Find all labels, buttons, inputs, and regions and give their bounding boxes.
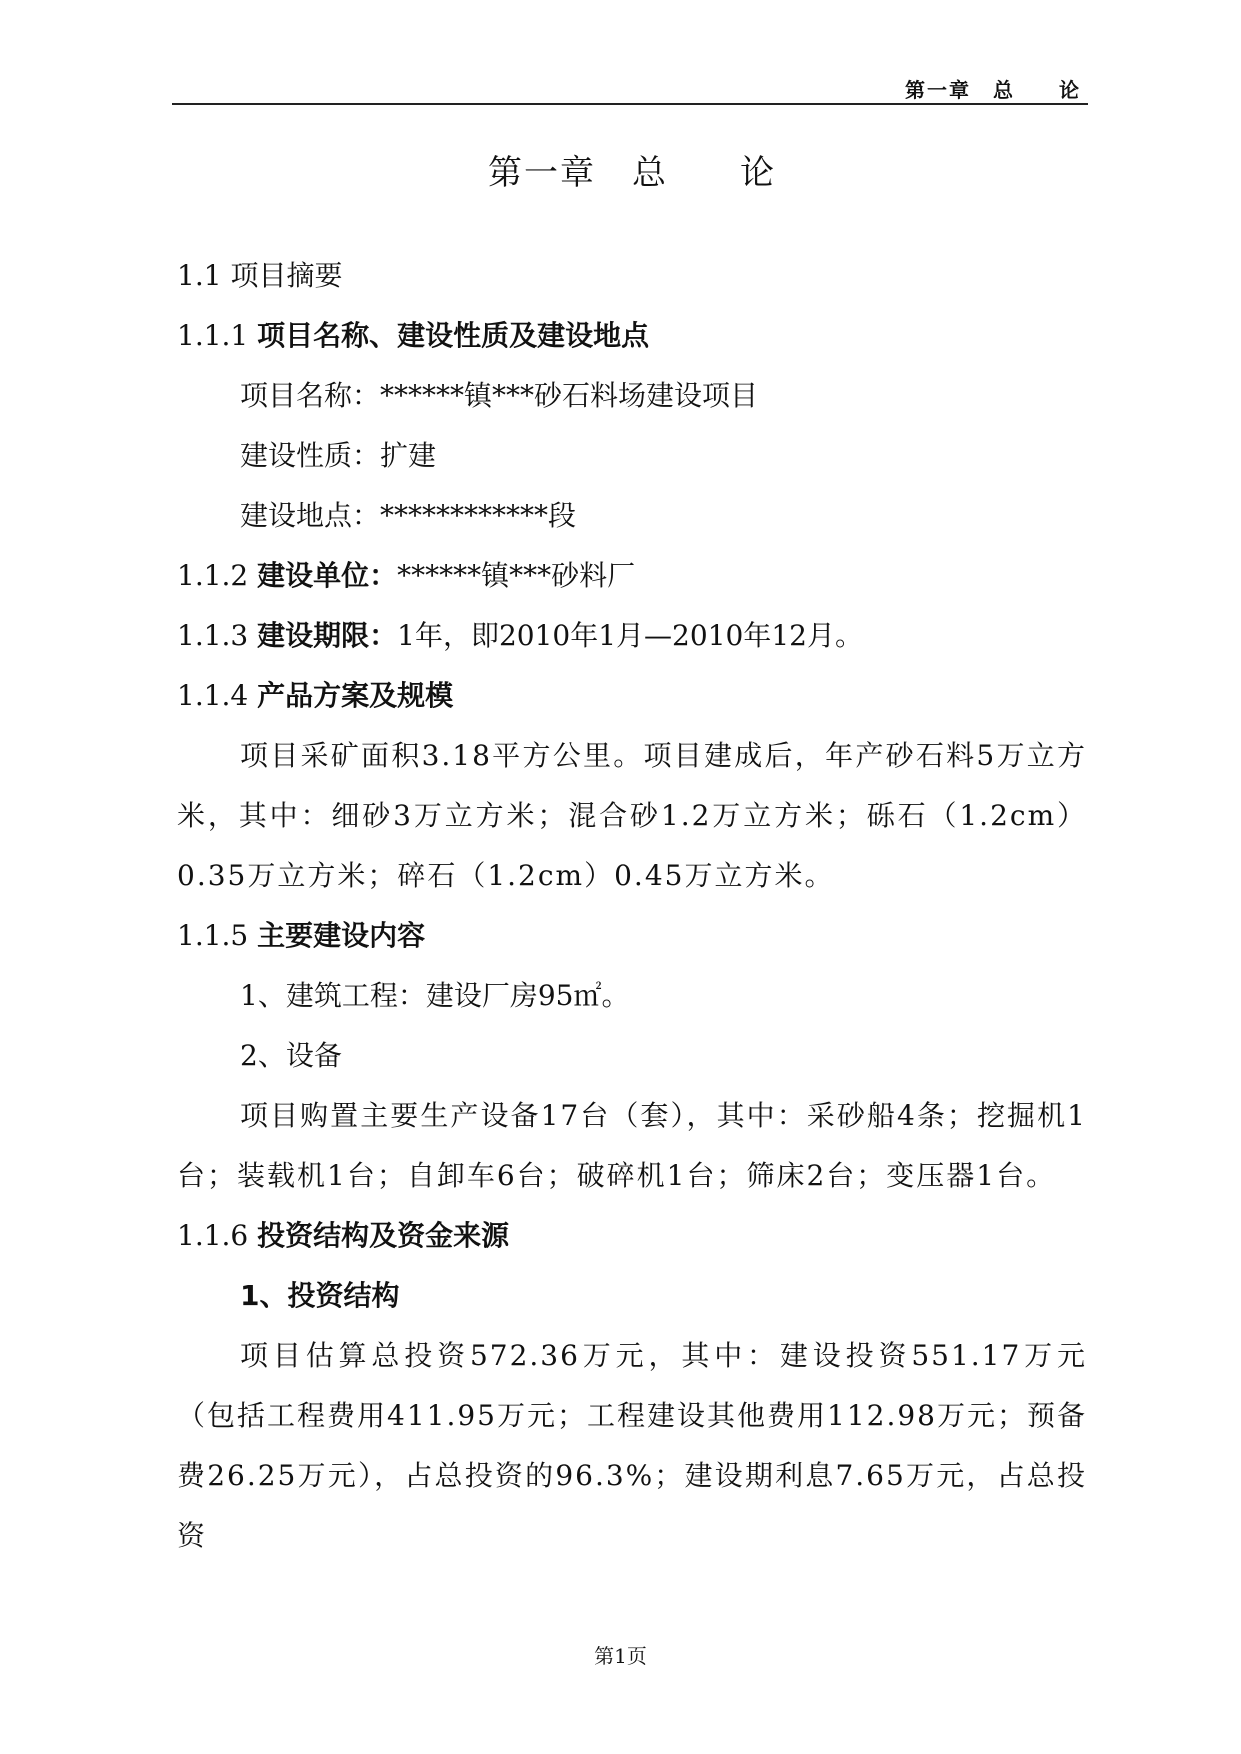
header-rule — [172, 103, 1088, 105]
heading-text: 项目名称、建设性质及建设地点 — [257, 319, 650, 352]
heading-text: 投资结构及资金来源 — [257, 1219, 510, 1252]
heading-number: 1.1.6 — [177, 1219, 249, 1252]
heading-1-1 — [177, 246, 1087, 306]
construction-item-2: 2、设备 — [240, 1039, 342, 1072]
heading-number: 1.1.2 — [177, 559, 249, 592]
heading-1-1-2 — [177, 546, 1087, 606]
heading-number: 1.1.5 — [177, 919, 249, 952]
heading-number: 1.1.1 — [177, 319, 249, 352]
heading-text: 产品方案及规模 — [257, 679, 454, 712]
project-name-line: 项目名称：******镇***砂石料场建设项目 — [240, 379, 759, 412]
investment-structure-subheading: 1、投资结构 — [240, 1279, 400, 1312]
heading-1-1-3 — [177, 606, 1087, 666]
heading-text: 建设期限： — [257, 619, 398, 652]
heading-text: 建设单位： — [257, 559, 398, 592]
page-number: 第1页 — [594, 1644, 647, 1668]
heading-1-1-4 — [177, 666, 1087, 726]
heading-number: 1.1.4 — [177, 679, 249, 712]
running-header: 第一章 总 论 — [905, 78, 1081, 102]
heading-1-1-6 — [177, 1206, 1087, 1266]
chapter-title: 第一章 总 论 — [488, 153, 776, 193]
heading-number: 1.1 — [177, 259, 222, 292]
document-body — [177, 150, 1087, 1566]
heading-1-1-5 — [177, 906, 1087, 966]
heading-text: 主要建设内容 — [257, 919, 426, 952]
heading-text: 项目摘要 — [230, 259, 343, 292]
project-location-line: 建设地点：************段 — [240, 499, 577, 532]
heading-value: ******镇***砂料厂 — [397, 559, 636, 592]
project-nature-line: 建设性质：扩建 — [240, 439, 437, 472]
construction-item-1: 1、建筑工程：建设厂房95㎡。 — [240, 979, 630, 1012]
heading-1-1-1 — [177, 306, 1087, 366]
heading-number: 1.1.3 — [177, 619, 249, 652]
equipment-paragraph: 项目购置主要生产设备17台（套），其中：采砂船4条；挖掘机1台；装载机1台；自卸车6台；破碎机1台；筛床2台；变压器1台。 — [177, 1099, 1087, 1192]
investment-paragraph: 项目估算总投资572.36万元，其中：建设投资551.17万元（包括工程费用411.95万元；工程建设其他费用112.98万元；预备费26.25万元），占总投资的96.3%；建设期利息7.65万元，占总投资 — [177, 1339, 1087, 1552]
heading-value: 1年，即2010年1月—2010年12月。 — [397, 619, 863, 652]
product-scale-paragraph: 项目采矿面积3.18平方公里。项目建成后，年产砂石料5万立方米，其中：细砂3万立方米；混合砂1.2万立方米；砾石（1.2cm）0.35万立方米；碎石（1.2cm）0.45万立方米。 — [177, 739, 1087, 892]
